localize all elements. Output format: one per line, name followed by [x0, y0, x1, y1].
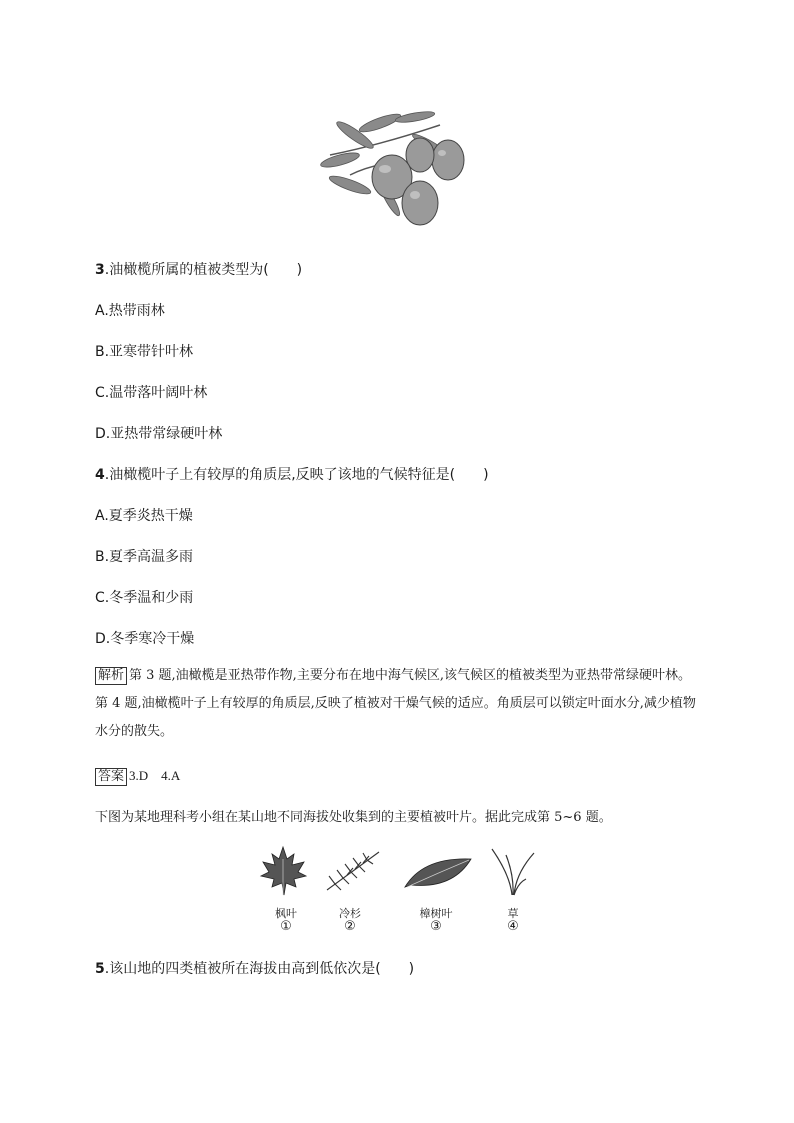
leaf-number-4: ④	[507, 919, 519, 934]
question-3-option-b: B.亚寒带针叶林	[95, 344, 194, 360]
leaf-number-3: ③	[430, 919, 442, 934]
olive-branch-illustration	[320, 105, 475, 230]
answer-block	[95, 765, 180, 786]
question-3-option-a: A.热带雨林	[95, 303, 165, 319]
leaf-number-1: ①	[280, 919, 292, 934]
answer-tag: 答案	[95, 768, 127, 786]
leaf-number-2: ②	[344, 919, 356, 934]
explanation-block	[95, 662, 701, 746]
question-5-number: 5	[95, 961, 105, 977]
question-3-option-c: C.温带落叶阔叶林	[95, 385, 208, 401]
maple-leaf-icon	[258, 845, 308, 897]
question-4-option-b: B.夏季高温多雨	[95, 549, 194, 565]
leaf-caption-grass: 草	[507, 907, 519, 920]
question-4-option-c: C.冬季温和少雨	[95, 590, 194, 606]
grass-icon	[488, 845, 538, 897]
question-4-stem: 4.油橄榄叶子上有较厚的角质层,反映了该地的气候特征是( )	[95, 467, 489, 483]
question-4-option-a: A.夏季炎热干燥	[95, 508, 193, 524]
explanation-tag: 解析	[95, 667, 127, 685]
leaf-caption-camphor: 樟树叶	[419, 907, 453, 920]
answer-text: 3.D 4.A	[129, 768, 181, 783]
leaf-caption-fir: 冷杉	[339, 907, 361, 920]
question-4-number: 4	[95, 467, 105, 483]
question-3-stem: 3.油橄榄所属的植被类型为( )	[95, 262, 303, 278]
question-3-number: 3	[95, 262, 105, 278]
question-4-option-d: D.冬季寒冷干燥	[95, 631, 195, 647]
camphor-leaf-icon	[403, 855, 473, 891]
leaf-caption-maple: 枫叶	[275, 907, 297, 920]
question-5-stem: 5.该山地的四类植被所在海拔由高到低依次是( )	[95, 961, 415, 977]
fir-branch-icon	[323, 848, 383, 894]
explanation-text: 第 3 题,油橄榄是亚热带作物,主要分布在地中海气候区,该气候区的植被类型为亚热带常绿硬叶林。第 4 题,油橄榄叶子上有较厚的角质层,反映了植被对干燥气候的适应。角质层可以锁定叶面水分,减少植物水分的散失。	[95, 668, 696, 739]
question-3-option-d: D.亚热带常绿硬叶林	[95, 426, 223, 442]
figure-intro: 下图为某地理科考小组在某山地不同海拔处收集到的主要植被叶片。据此完成第 5~6 题。	[95, 810, 612, 825]
